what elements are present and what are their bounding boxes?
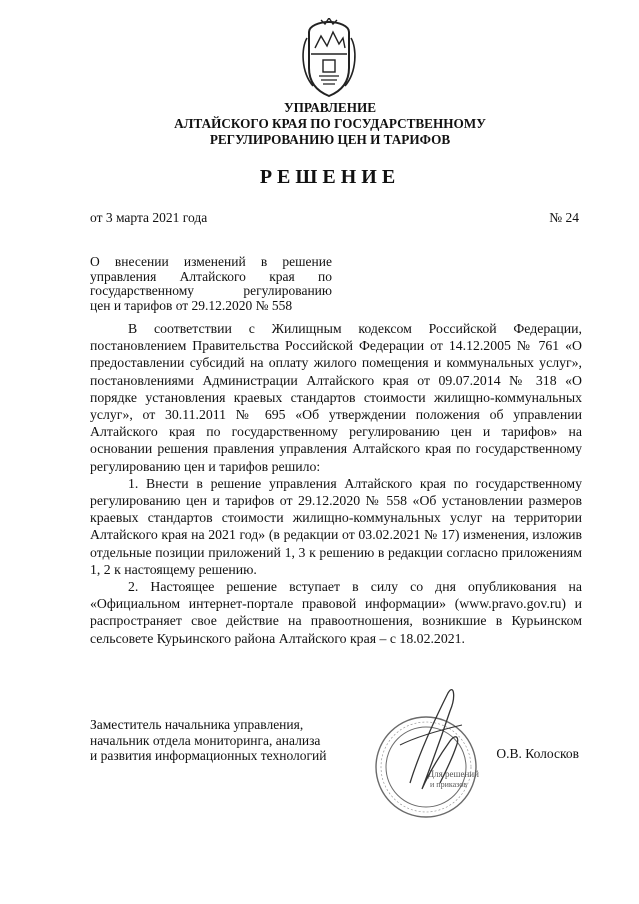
body-paragraph: В соответствии с Жилищным кодексом Российской Федерации, постановлением Правительства Российской Федерации от 14.12.2005 № 761 «О предоставлении субсидий на оплату жилого помещения и коммунальных услуг», постановлениями Администрации Алтайского края от 09.07.2014 № 318 «О порядке установления краевых стандартов стоимости жилищно-коммунальных услуг», от 30.11.2011 № 695 «Об утверждении положения об управлении Алтайского края по государственному регулированию цен и тарифов» на основании решения правления управления Алтайского края по государственному регулированию цен и тарифов решило: [90,321,582,474]
subject-line: О внесении изменений в решение [90,254,332,269]
agency-line: АЛТАЙСКОГО КРАЯ ПО ГОСУДАРСТВЕННОМУ [174,116,486,131]
svg-text:Для решений: Для решений [428,769,479,779]
signer-position-line: начальник отдела мониторинга, анализа [90,732,321,748]
signer-position-line: Заместитель начальника управления, [90,717,304,732]
agency-name [60,100,600,148]
svg-text:и приказов: и приказов [430,780,468,789]
subject-line: цен и тарифов от 29.12.2020 № 558 [90,297,293,313]
subject-line: государственному регулированию [90,283,332,298]
signer-position [90,717,327,764]
document-number: № 24 [549,210,579,225]
subject-line: управления Алтайского края по [90,268,332,284]
signer-name: О.В. Колосков [496,746,579,761]
seal-stamp [370,685,482,835]
body-paragraph: 2. Настоящее решение вступает в силу со дня опубликования на «Официальном интернет-портале правовой информации» (www.pravo.gov.ru) и распространяет свое действие на правоотношения, возникшие в Курьинском сельсовете Курьинского района Алтайского края – с 18.02.2021. [90,579,582,646]
signer-position-line: и развития информационных технологий [90,748,327,763]
document-date: от 3 марта 2021 года [90,210,208,225]
coat-of-arms-icon [299,18,359,98]
document-body [90,320,582,647]
document-title: РЕШЕНИЕ [259,166,401,188]
agency-line: РЕГУЛИРОВАНИЮ ЦЕН И ТАРИФОВ [209,132,451,147]
body-paragraph: 1. Внести в решение управления Алтайского края по государственному регулированию цен и тарифов от 29.12.2020 № 558 «Об установлении размеров краевых стандартов стоимости жилищно-коммунальных услуг на территории Алтайского края на 2021 год» (в редакции от 03.02.2021 № 17) изменения, изложив отдельные позиции приложений 1, 3 к решению в редакции согласно приложениям 1, 2 к настоящему решению. [90,475,582,577]
document-subject [90,255,332,313]
agency-line: УПРАВЛЕНИЕ [283,100,377,115]
